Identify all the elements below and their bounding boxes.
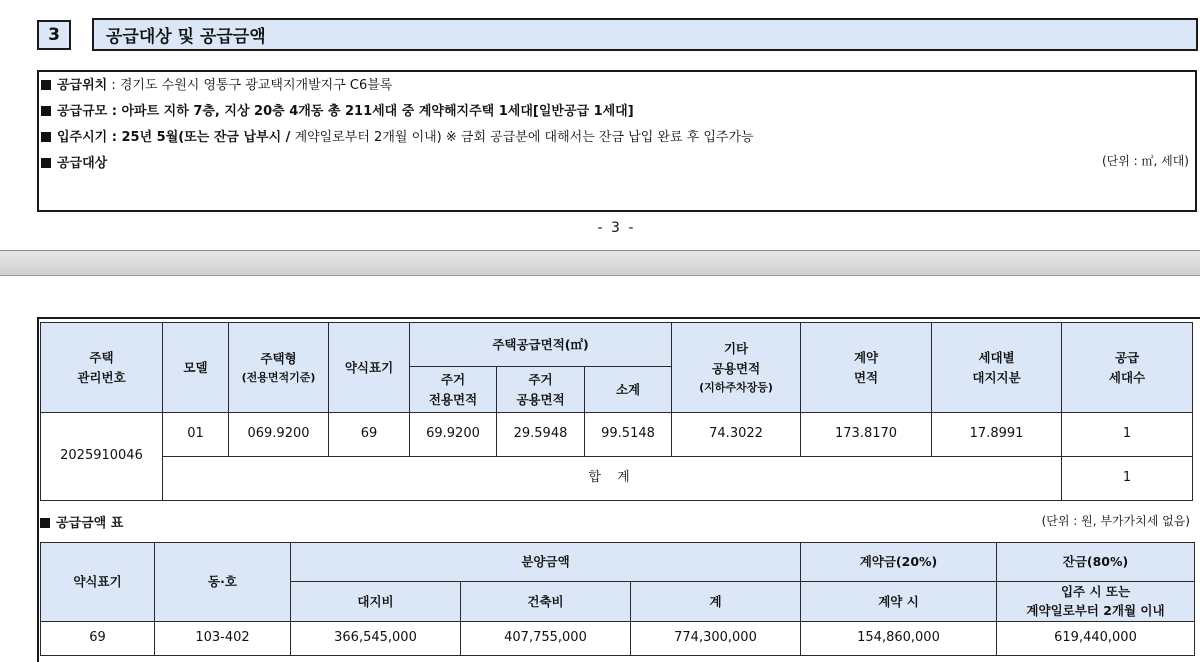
header-abbr: 약식표기 <box>329 323 410 413</box>
header-land-share-line1: 세대별 <box>978 349 1015 365</box>
square-bullet-icon <box>40 518 50 528</box>
supply-scale <box>41 100 634 119</box>
header-other-common-sub: (지하주차장등) <box>699 380 773 394</box>
header-contract-area-line1: 계약 <box>853 349 879 365</box>
square-bullet-icon <box>41 158 51 168</box>
table-row <box>41 622 1195 656</box>
header-exclusive-line1: 주거 <box>440 371 466 387</box>
cell-land-share: 17.8991 <box>932 413 1062 457</box>
header-land-share <box>932 323 1062 413</box>
total-row <box>41 457 1193 501</box>
target-label: 공급대상 <box>57 156 108 171</box>
square-bullet-icon <box>41 132 51 142</box>
header-balance-when-line2: 계약일로부터 2개월 이내 <box>1026 602 1165 618</box>
square-bullet-icon <box>41 106 51 116</box>
location-value: : 경기도 수원시 영통구 광교택지개발지구 C6블록 <box>107 78 393 93</box>
cell-exclusive: 69.9200 <box>410 413 497 457</box>
header-households <box>1062 323 1193 413</box>
header-total: 계 <box>631 582 801 622</box>
cell-contract-area: 173.8170 <box>801 413 932 457</box>
cell-balance: 619,440,000 <box>997 622 1195 656</box>
total-label: 합 계 <box>163 457 1062 501</box>
cell-land-price: 366,545,000 <box>291 622 461 656</box>
header-building: 건축비 <box>461 582 631 622</box>
move-value: 계약일로부터 2개월 이내) ※ 금회 공급분에 대해서는 잔금 납입 완료 후 입주가능 <box>290 130 754 145</box>
cell-mgmt-no: 2025910046 <box>41 413 163 501</box>
header-households-line2: 세대수 <box>1108 369 1146 385</box>
header-balance-when-line1: 입주 시 또는 <box>1060 584 1131 600</box>
supply-target <box>41 152 107 171</box>
cell-type: 069.9200 <box>229 413 329 457</box>
header-balance-when <box>997 582 1195 622</box>
area-unit-note: (단위 : ㎡, 세대) <box>1101 154 1189 168</box>
header-price-unit: 동·호 <box>155 543 291 622</box>
cell-building-price: 407,755,000 <box>461 622 631 656</box>
cell-price-abbr: 69 <box>41 622 155 656</box>
scale-text: 공급규모 : 아파트 지하 7층, 지상 20층 4개동 총 211세대 중 계약해지주택 1세대[일반공급 1세대] <box>57 104 634 119</box>
header-common-line1: 주거 <box>528 371 553 387</box>
header-mgmt-no-line1: 주택 <box>89 349 114 365</box>
header-mgmt-no <box>41 323 163 413</box>
header-other-common-line2: 공용면적 <box>711 360 761 376</box>
total-households: 1 <box>1062 457 1193 501</box>
cell-subtotal: 99.5148 <box>585 413 672 457</box>
header-sale-price: 분양금액 <box>291 543 801 582</box>
move-label: 입주시기 : 25년 5월(또는 잔금 납부시 / <box>57 130 291 145</box>
page-number: - 3 - <box>597 220 636 236</box>
header-deposit-when: 계약 시 <box>801 582 997 622</box>
header-deposit: 계약금(20%) <box>801 543 997 582</box>
cell-model: 01 <box>163 413 229 457</box>
square-bullet-icon <box>41 80 51 90</box>
cell-common: 29.5948 <box>497 413 585 457</box>
supply-location <box>41 74 392 93</box>
header-supply-area: 주택공급면적(㎡) <box>410 323 672 367</box>
header-other-common-line1: 기타 <box>723 340 749 356</box>
cell-other-common: 74.3022 <box>672 413 801 457</box>
header-type <box>229 323 329 413</box>
header-contract-area-line2: 면적 <box>853 369 879 385</box>
header-other-common <box>672 323 801 413</box>
header-contract-area <box>801 323 932 413</box>
section-number: 3 <box>37 20 71 50</box>
section-title: 공급대상 및 공급금액 <box>92 18 1198 51</box>
page-separator <box>0 250 1200 276</box>
header-households-line1: 공급 <box>1114 349 1140 365</box>
table-row <box>41 413 1193 457</box>
area-table <box>40 322 1193 501</box>
price-table <box>40 542 1195 656</box>
header-model: 모델 <box>163 323 229 413</box>
header-land: 대지비 <box>291 582 461 622</box>
header-balance: 잔금(80%) <box>997 543 1195 582</box>
cell-price-unit: 103-402 <box>155 622 291 656</box>
location-label: 공급위치 <box>57 78 108 93</box>
price-unit-note: (단위 : 원, 부가가치세 없음) <box>1041 514 1190 528</box>
header-subtotal: 소계 <box>585 367 672 413</box>
cell-abbr: 69 <box>329 413 410 457</box>
cell-deposit: 154,860,000 <box>801 622 997 656</box>
price-title-text: 공급금액 표 <box>56 516 124 531</box>
header-price-abbr: 약식표기 <box>41 543 155 622</box>
header-common <box>497 367 585 413</box>
cell-households: 1 <box>1062 413 1193 457</box>
move-in-period <box>41 126 754 145</box>
header-mgmt-no-line2: 관리번호 <box>77 369 126 385</box>
header-exclusive <box>410 367 497 413</box>
cell-total-price: 774,300,000 <box>631 622 801 656</box>
price-section-title <box>40 512 123 531</box>
supply-info-box <box>37 70 1197 212</box>
header-common-line2: 공용면적 <box>516 391 565 407</box>
header-land-share-line2: 대지지분 <box>972 369 1021 385</box>
header-exclusive-line2: 전용면적 <box>428 391 478 407</box>
header-type-line1: 주택형 <box>260 350 297 366</box>
header-type-sub: (전용면적기준) <box>241 370 316 384</box>
